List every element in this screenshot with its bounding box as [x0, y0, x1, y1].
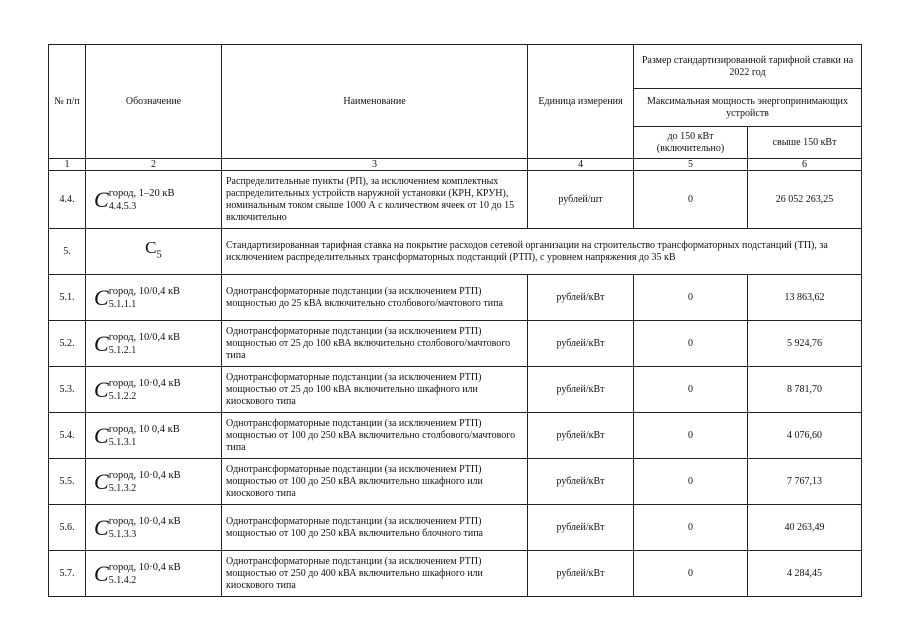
row-symbol: C город, 10·0,4 кВ 5.1.3.2 [86, 459, 222, 505]
row-unit: рублей/шт [528, 171, 634, 229]
row-value-over: 7 767,13 [748, 459, 862, 505]
section-symbol: $C_5$ [86, 229, 222, 275]
row-value-upto: 0 [634, 321, 748, 367]
row-value-over: 26 052 263,25 [748, 171, 862, 229]
row-unit: рублей/кВт [528, 505, 634, 551]
row-value-upto: 0 [634, 275, 748, 321]
index-cell: 5 [634, 159, 748, 171]
row-name: Однотрансформаторные подстанции (за исключением РТП) мощностью от 25 до 100 кВА включительно шкафного или киоскового типа [222, 367, 528, 413]
row-no: 5.2. [49, 321, 86, 367]
row-no: 5.4. [49, 413, 86, 459]
row-value-upto: 0 [634, 505, 748, 551]
row-no: 4.4. [49, 171, 86, 229]
row-value-over: 4 076,60 [748, 413, 862, 459]
row-no: 5.5. [49, 459, 86, 505]
row-symbol: C город, 1–20 кВ 4.4.5.3 [86, 171, 222, 229]
row-name: Однотрансформаторные подстанции (за исключением РТП) мощностью от 100 до 250 кВА включительно столбового/мачтового типа [222, 413, 528, 459]
row-name: Однотрансформаторные подстанции (за исключением РТП) мощностью от 100 до 250 кВА включительно блочного типа [222, 505, 528, 551]
header-designation: Обозначение [86, 45, 222, 159]
table-row [49, 321, 862, 367]
row-value-over: 40 263,49 [748, 505, 862, 551]
row-value-over: 5 924,76 [748, 321, 862, 367]
row-name: Однотрансформаторные подстанции (за исключением РТП) мощностью до 25 кВА включительно столбового/мачтового типа [222, 275, 528, 321]
section-row [49, 229, 862, 275]
section-text: Стандартизированная тарифная ставка на покрытие расходов сетевой организации на строительство трансформаторных подстанций (ТП), за исключением распределительных трансформаторных подстанций (РТП), с уровнем напряжения до 35 кВ [222, 229, 862, 275]
row-unit: рублей/кВт [528, 459, 634, 505]
row-symbol: C город, 10·0,4 кВ 5.1.3.3 [86, 505, 222, 551]
header-unit: Единица измерения [528, 45, 634, 159]
row-no: 5.6. [49, 505, 86, 551]
row-name: Однотрансформаторные подстанции (за исключением РТП) мощностью от 25 до 100 кВА включительно столбового/мачтового типа [222, 321, 528, 367]
row-no: 5.3. [49, 367, 86, 413]
header-no: № п/п [49, 45, 86, 159]
index-cell: 3 [222, 159, 528, 171]
row-unit: рублей/кВт [528, 367, 634, 413]
row-symbol: C город, 10/0,4 кВ 5.1.1.1 [86, 275, 222, 321]
index-cell: 4 [528, 159, 634, 171]
row-name: Однотрансформаторные подстанции (за исключением РТП) мощностью от 250 до 400 кВА включительно шкафного или киоскового типа [222, 551, 528, 597]
row-symbol: C город, 10 0,4 кВ 5.1.3.1 [86, 413, 222, 459]
table-row [49, 275, 862, 321]
row-value-over: 4 284,45 [748, 551, 862, 597]
table-row [49, 171, 862, 229]
row-value-upto: 0 [634, 551, 748, 597]
table-header [49, 45, 862, 171]
row-no: 5.7. [49, 551, 86, 597]
table-row [49, 367, 862, 413]
index-cell: 2 [86, 159, 222, 171]
table-row [49, 551, 862, 597]
row-value-over: 13 863,62 [748, 275, 862, 321]
row-symbol: C город, 10·0,4 кВ 5.1.4.2 [86, 551, 222, 597]
index-cell: 1 [49, 159, 86, 171]
table-row [49, 413, 862, 459]
row-unit: рублей/кВт [528, 275, 634, 321]
row-value-upto: 0 [634, 367, 748, 413]
header-col-over: свыше 150 кВт [748, 127, 862, 159]
table-row [49, 459, 862, 505]
row-name: Распределительные пункты (РП), за исключением комплектных распределительных устройств наружной установки (КРН, КРУН), номинальным током свыше 1000 А с количеством ячеек от 10 до 15 включительно [222, 171, 528, 229]
section-no: 5. [49, 229, 86, 275]
header-max-power: Максимальная мощность энергопринимающих устройств [634, 89, 862, 127]
table-body [49, 171, 862, 597]
row-unit: рублей/кВт [528, 321, 634, 367]
tariff-table [48, 44, 862, 597]
header-rate-title: Размер стандартизированной тарифной ставки на 2022 год [634, 45, 862, 89]
row-value-upto: 0 [634, 459, 748, 505]
header-name: Наименование [222, 45, 528, 159]
row-no: 5.1. [49, 275, 86, 321]
row-unit: рублей/кВт [528, 413, 634, 459]
index-cell: 6 [748, 159, 862, 171]
table-row [49, 505, 862, 551]
row-symbol: C город, 10/0,4 кВ 5.1.2.1 [86, 321, 222, 367]
row-value-over: 8 781,70 [748, 367, 862, 413]
row-name: Однотрансформаторные подстанции (за исключением РТП) мощностью от 100 до 250 кВА включительно шкафного или киоскового типа [222, 459, 528, 505]
row-unit: рублей/кВт [528, 551, 634, 597]
header-col-upto: до 150 кВт (включительно) [634, 127, 748, 159]
row-value-upto: 0 [634, 171, 748, 229]
row-symbol: C город, 10·0,4 кВ 5.1.2.2 [86, 367, 222, 413]
row-value-upto: 0 [634, 413, 748, 459]
